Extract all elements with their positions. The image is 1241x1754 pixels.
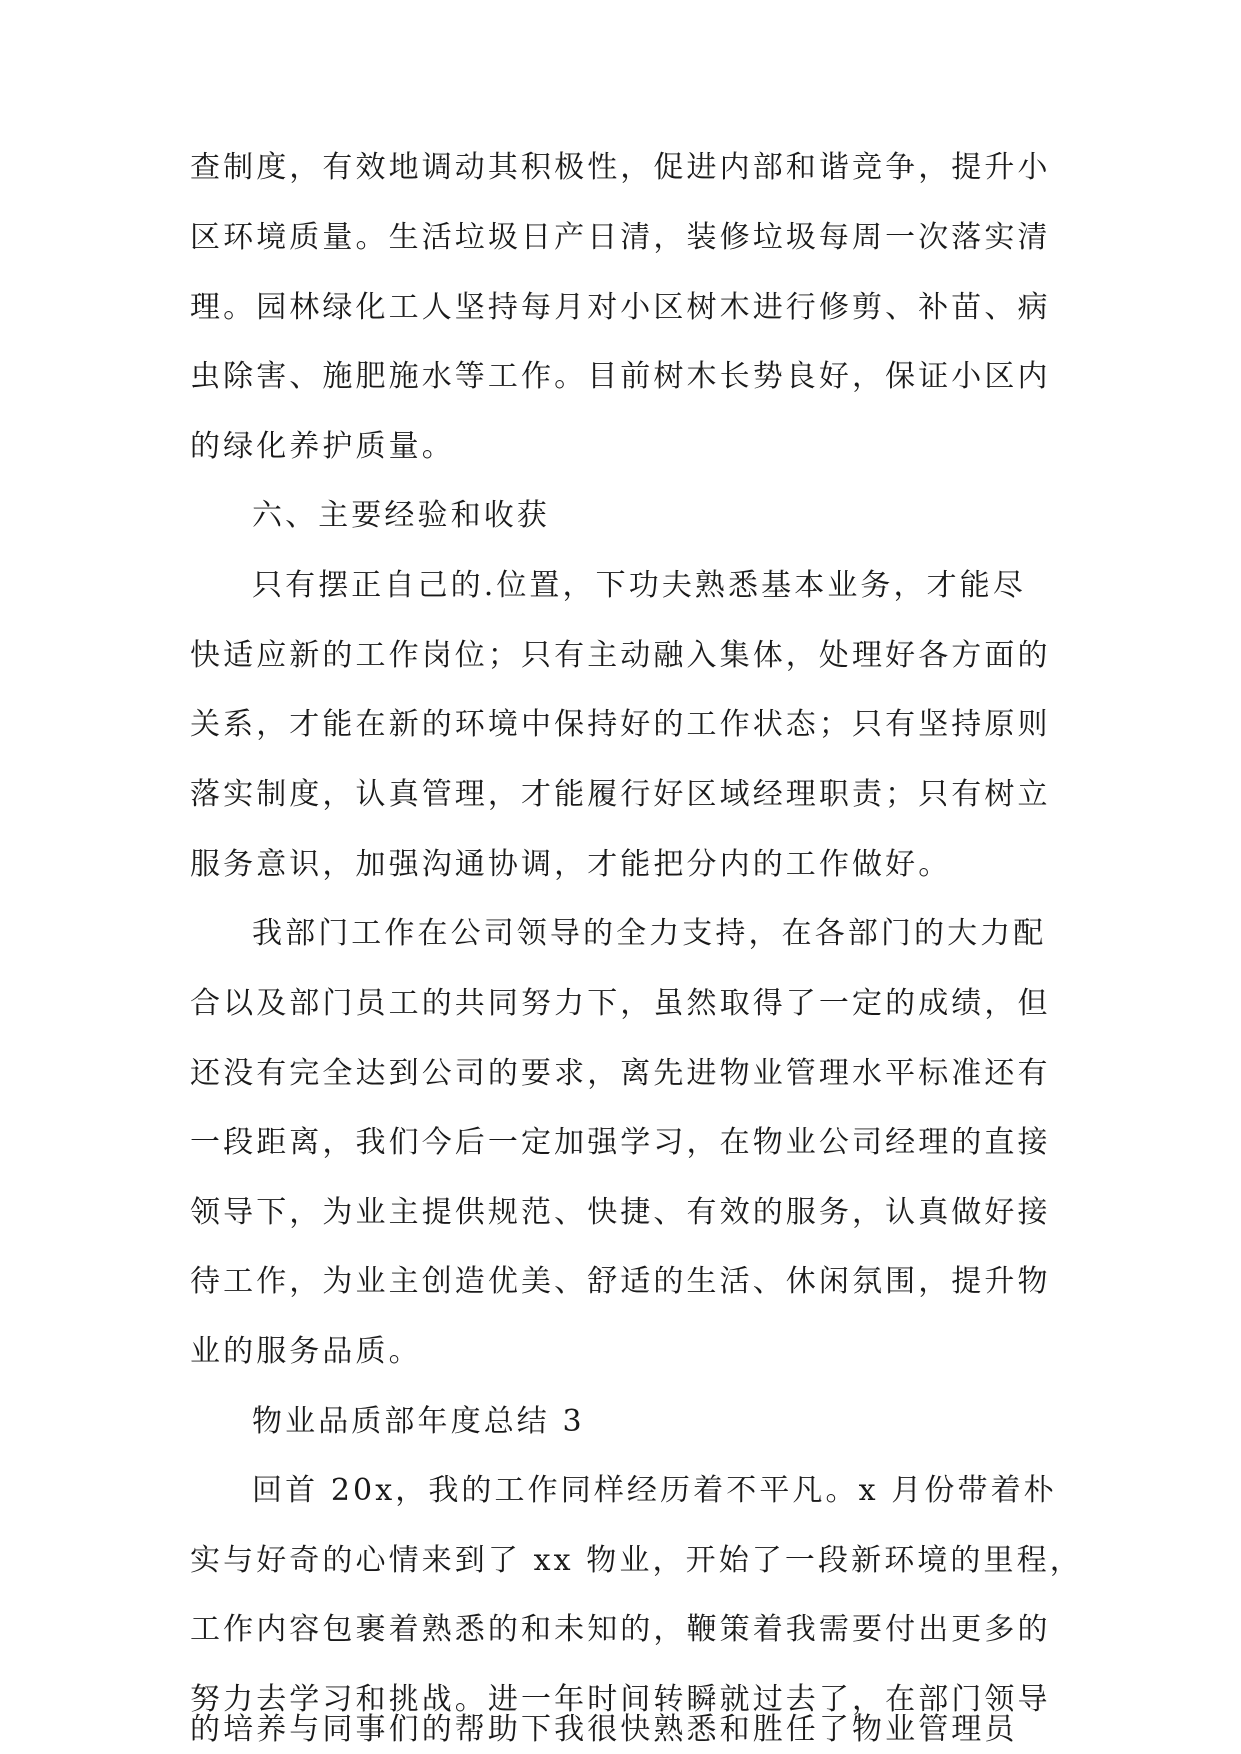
paragraph-line: 我部门工作在公司领导的全力支持，在各部门的大力配 — [252, 916, 1047, 951]
paragraph-line: 业的服务品质。 — [190, 1334, 422, 1369]
paragraph-line: 查制度，有效地调动其积极性，促进内部和谐竞争，提升小 — [190, 150, 1051, 185]
paragraph-line: 的绿化养护质量。 — [190, 429, 455, 464]
section-heading: 六、主要经验和收获 — [252, 498, 550, 533]
paragraph-line: 努力去学习和挑战。进一年时间转瞬就过去了，在部门领导 — [190, 1682, 1051, 1717]
paragraph-line: 快适应新的工作岗位；只有主动融入集体，处理好各方面的 — [190, 638, 1051, 673]
paragraph-line: 关系，才能在新的环境中保持好的工作状态；只有坚持原则 — [190, 707, 1051, 742]
paragraph-line: 合以及部门员工的共同努力下，虽然取得了一定的成绩，但 — [190, 986, 1051, 1021]
paragraph-line: 实与好奇的心情来到了 xx 物业，开始了一段新环境的里程， — [190, 1543, 1083, 1578]
paragraph-line: 领导下，为业主提供规范、快捷、有效的服务，认真做好接 — [190, 1195, 1051, 1230]
paragraph-line: 还没有完全达到公司的要求，离先进物业管理水平标准还有 — [190, 1056, 1051, 1091]
paragraph-line: 服务意识，加强沟通协调，才能把分内的工作做好。 — [190, 847, 952, 882]
paragraph-line: 工作内容包裹着熟悉的和未知的，鞭策着我需要付出更多的 — [190, 1612, 1051, 1647]
paragraph-line: 一段距离，我们今后一定加强学习，在物业公司经理的直接 — [190, 1125, 1051, 1160]
paragraph-line: 待工作，为业主创造优美、舒适的生活、休闲氛围，提升物 — [190, 1264, 1051, 1299]
paragraph-line: 落实制度，认真管理，才能履行好区域经理职责；只有树立 — [190, 777, 1051, 812]
paragraph-line: 理。园林绿化工人坚持每月对小区树木进行修剪、补苗、病 — [190, 290, 1051, 325]
paragraph-line: 只有摆正自己的.位置，下功夫熟悉基本业务，才能尽 — [252, 568, 1026, 603]
paragraph-line: 回首 20x，我的工作同样经历着不平凡。x 月份带着朴 — [252, 1473, 1057, 1508]
section-heading: 物业品质部年度总结 3 — [252, 1404, 585, 1439]
paragraph-line: 区环境质量。生活垃圾日产日清，装修垃圾每周一次落实清 — [190, 220, 1051, 255]
paragraph-line: 的培养与同事们的帮助下我很快熟悉和胜任了物业管理员 — [190, 1712, 1018, 1747]
paragraph-line: 虫除害、施肥施水等工作。目前树木长势良好，保证小区内 — [190, 359, 1051, 394]
